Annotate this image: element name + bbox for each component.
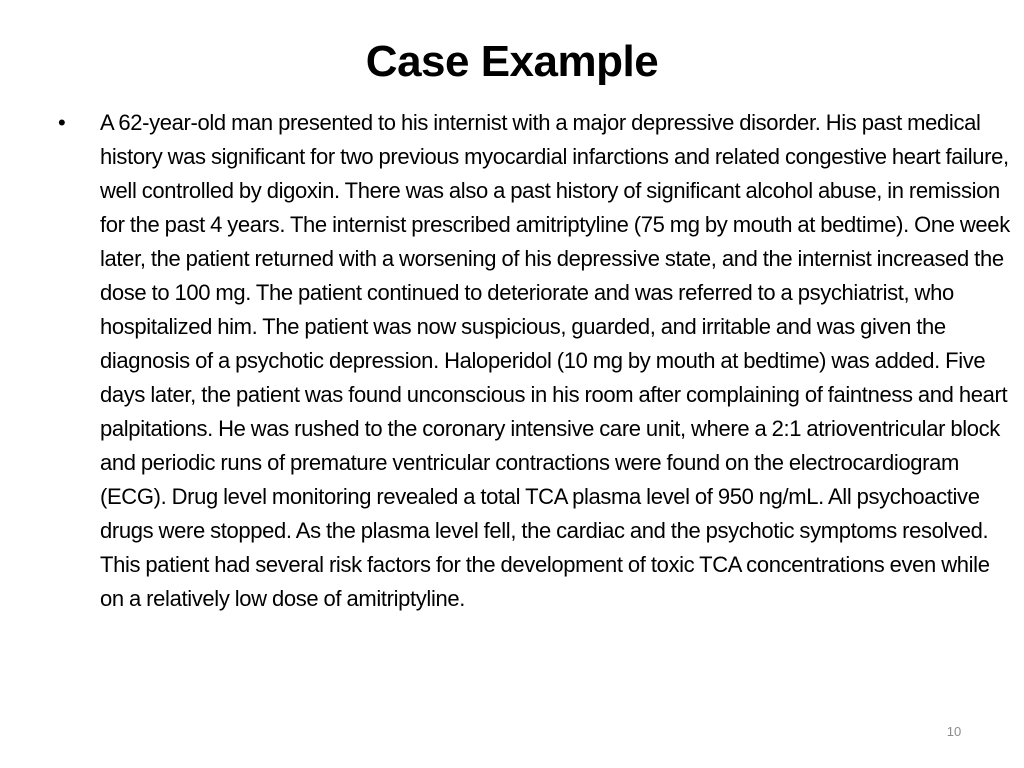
page-number: 10 (946, 724, 962, 739)
case-description: A 62-year-old man presented to his internist with a major depressive disorder. His past medical history was significant for two previous myocardial infarctions and related congestive heart failure, well controlled by digoxin. There was also a past history of significant alcohol abuse, in remission for the past 4 years. The internist prescribed amitriptyline (75 mg by mouth at bedtime). One week later, the patient returned with a worsening of his depressive state, and the internist increased the dose to 100 mg. The patient continued to deteriorate and was referred to a psychiatrist, who hospitalized him. The patient was now suspicious, guarded, and irritable and was given the diagnosis of a psychotic depression. Haloperidol (10 mg by mouth at bedtime) was added. Five days later, the patient was found unconscious in his room after complaining of faintness and heart palpitations. He was rushed to the coronary intensive care unit, where a 2:1 atrioventricular block and periodic runs of premature ventricular contractions were found on the electrocardiogram (ECG). Drug level monitoring revealed a total TCA plasma level of 950 ng/mL. All psychoactive drugs were stopped. As the plasma level fell, the cardiac and the psychotic symptoms resolved. This patient had several risk factors for the development of toxic TCA concentrations even while on a relatively low dose of amitriptyline. (100, 110, 1010, 611)
bullet-item (58, 106, 1018, 616)
bullet-marker: • (58, 110, 66, 135)
slide-body (58, 106, 1018, 616)
slide-title: Case Example (365, 37, 659, 86)
